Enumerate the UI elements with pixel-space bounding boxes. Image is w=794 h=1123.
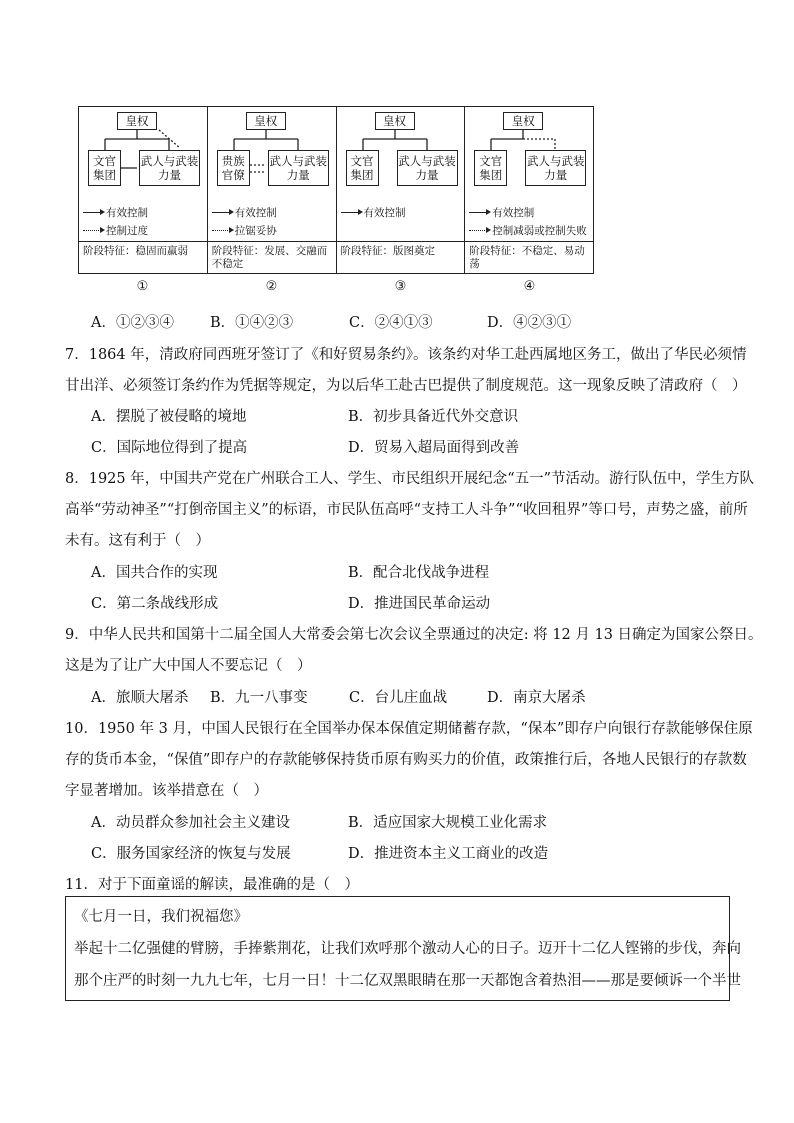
military-box: 武人与武装力量	[268, 150, 329, 186]
q7-option-a[interactable]: A．摆脱了被侵略的境地	[91, 409, 247, 425]
q8-option-c[interactable]: C．第二条战线形成	[91, 596, 219, 612]
diagram-panel-4	[465, 107, 593, 273]
stage-feature: 阶段特征：版图奠定	[337, 241, 465, 273]
q7-option-d[interactable]: D．贸易入超局面得到改善	[348, 440, 520, 456]
q7-option-c[interactable]: C．国际地位得到了提高	[91, 440, 248, 456]
q9-stem-line2: 这是为了让广大中国人不要忘记（ ）	[65, 658, 312, 674]
q9-option-c[interactable]: C．台儿庄血战	[349, 690, 448, 706]
diagram-panel-1	[79, 107, 208, 273]
military-box: 武人与武装力量	[397, 150, 458, 186]
numeral-3: ③	[394, 279, 407, 294]
q8-stem-line1: 8．1925 年，中国共产党在广州联合工人、学生、市民组织开展纪念“五一”节活动。游行队伍中，学生方队	[65, 471, 755, 487]
rhyme-line-1: 举起十二亿强健的臂膀，手捧紫荆花，让我们欢呼那个激动人心的日子。迈开十二亿人铿锵的步伐，奔向	[74, 941, 741, 957]
q6-option-b[interactable]: B．①④②③	[210, 315, 294, 331]
q10-option-c[interactable]: C．服务国家经济的恢复与发展	[91, 846, 291, 862]
q9-option-a[interactable]: A．旅顺大屠杀	[91, 690, 189, 706]
q9-stem-line1: 9．中华人民共和国第十二届全国人大常委会第七次会议全票通过的决定: 将 12 月 13 日确定为国家公祭日。	[65, 627, 763, 643]
legend-dotted: 控制过度	[83, 223, 148, 238]
military-box: 武人与武装力量	[139, 150, 200, 186]
crown-box: 皇权	[503, 112, 543, 130]
numeral-2: ②	[265, 279, 278, 294]
rhyme-line-2: 那个庄严的时刻一九九七年，七月一日！十二亿双黑眼睛在那一天都饱含着热泪——那是要倾诉一个半世	[74, 973, 741, 989]
q10-option-b[interactable]: B．适应国家大规模工业化需求	[348, 815, 548, 831]
q9-option-b[interactable]: B．九一八事变	[210, 690, 308, 706]
rhyme-title: 《七月一日，我们祝福您》	[74, 909, 248, 925]
q9-option-d[interactable]: D．南京大屠杀	[487, 690, 586, 706]
aristocrat-box: 贵族官僚	[217, 150, 250, 186]
q8-option-b[interactable]: B．配合北伐战争进程	[348, 565, 490, 581]
q8-stem-line3: 未有。这有利于（ ）	[65, 533, 210, 549]
legend-dotted: 拉锯妥协	[212, 223, 277, 238]
q7-option-b[interactable]: B．初步具备近代外交意识	[348, 409, 519, 425]
numeral-1: ①	[136, 279, 149, 294]
q11-stem: 11．对于下面童谣的解读，最准确的是（ ）	[65, 877, 359, 893]
q8-option-d[interactable]: D．推进国民革命运动	[348, 596, 491, 612]
stage-feature: 阶段特征：不稳定、易动荡	[465, 241, 593, 273]
power-structure-diagram	[78, 106, 594, 274]
q10-option-d[interactable]: D．推进资本主义工商业的改造	[348, 846, 549, 862]
crown-box: 皇权	[246, 112, 286, 130]
q10-stem-line1: 10．1950 年 3 月，中国人民银行在全国举办保本保值定期储蓄存款，“保本”即存户向银行存款能够保住原	[65, 721, 753, 737]
q10-stem-line2: 存的货币本金，“保值”即存户的存款能够保持货币原有购买力的价值，政策推行后，各地人民银行的存款数	[65, 752, 747, 768]
legend-dotted: 控制减弱或控制失败	[469, 223, 587, 238]
numeral-4: ④	[523, 279, 536, 294]
civil-box: 文官集团	[88, 150, 121, 186]
diagram-panel-3	[337, 107, 466, 273]
legend-solid: 有效控制	[212, 205, 277, 220]
q6-option-c[interactable]: C．②④①③	[349, 315, 433, 331]
legend-solid: 有效控制	[83, 205, 148, 220]
stage-feature: 阶段特征：发展、交融而不稳定	[208, 241, 336, 273]
legend-solid: 有效控制	[341, 205, 406, 220]
stage-feature: 阶段特征：稳固而羸弱	[79, 241, 207, 273]
panel-numerals	[78, 279, 594, 294]
diagram-panel-2	[208, 107, 337, 273]
nursery-rhyme-box	[65, 896, 741, 1001]
q6-option-a[interactable]: A．①②③④	[91, 315, 174, 331]
crown-box: 皇权	[117, 112, 157, 130]
q8-option-a[interactable]: A．国共合作的实现	[91, 565, 218, 581]
civil-box: 文官集团	[474, 150, 507, 186]
legend-solid: 有效控制	[469, 205, 534, 220]
q10-stem-line3: 字显著增加。该举措意在（ ）	[65, 783, 268, 799]
q6-option-d[interactable]: D．④②③①	[487, 315, 572, 331]
q10-option-a[interactable]: A．动员群众参加社会主义建设	[91, 815, 290, 831]
q7-stem-line1: 7．1864 年，清政府同西班牙签订了《和好贸易条约》。该条约对华工赴西属地区务工，做出了华民必须情	[65, 347, 747, 363]
military-box: 武人与武装力量	[525, 150, 586, 186]
q7-stem-line2: 甘出洋、必须签订条约作为凭据等规定，为以后华工赴古巴提供了制度规范。这一现象反映了清政府（ ）	[65, 378, 747, 394]
q8-stem-line2: 高举“劳动神圣”“打倒帝国主义”的标语，市民队伍高呼“支持工人斗争”“收回租界”等口号，声势之盛，前所	[65, 502, 748, 518]
civil-box: 文官集团	[346, 150, 379, 186]
crown-box: 皇权	[375, 112, 415, 130]
